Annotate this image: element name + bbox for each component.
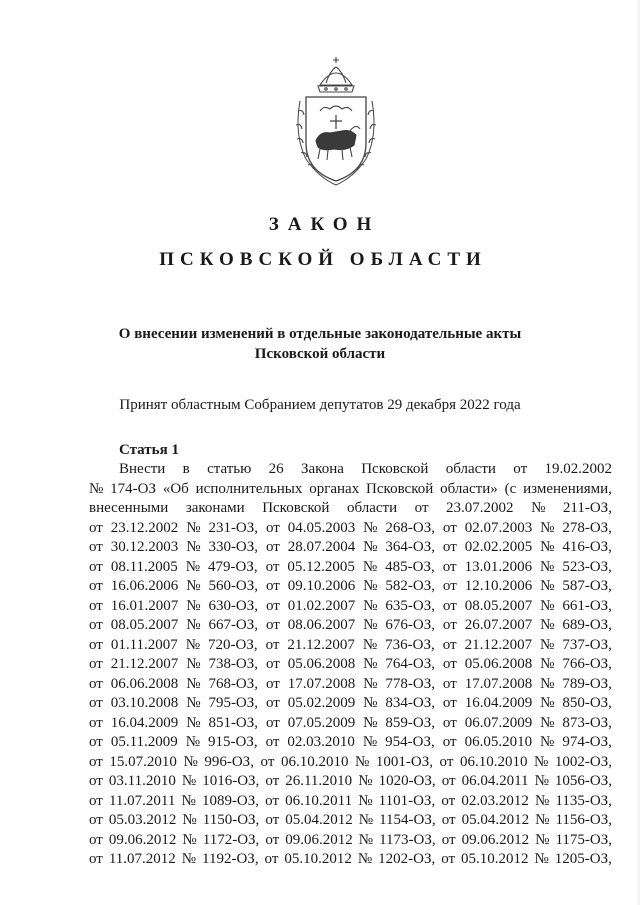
word: № <box>531 500 546 516</box>
word: № <box>363 539 378 555</box>
word: 630-ОЗ, <box>208 597 259 614</box>
word: № <box>363 578 378 594</box>
word: № <box>186 714 201 731</box>
word: № <box>181 792 196 809</box>
word: № <box>357 851 373 867</box>
text-line <box>89 733 612 753</box>
word: 26 <box>268 461 284 477</box>
word: от <box>89 695 103 711</box>
text-line <box>89 792 612 812</box>
word: 330-ОЗ, <box>208 539 259 555</box>
word: 16.01.2007 <box>110 597 179 614</box>
word: 1205-ОЗ, <box>554 851 612 867</box>
document-region: ПСКОВСКОЙ ОБЛАСТИ <box>159 249 487 270</box>
word: от <box>265 597 280 614</box>
word: 1056-ОЗ, <box>554 773 612 789</box>
word: от <box>265 539 280 555</box>
word: 08.11.2005 <box>110 558 178 575</box>
word: 485-ОЗ, <box>385 558 435 575</box>
word: 04.05.2003 <box>287 519 356 536</box>
word: от <box>89 578 103 594</box>
text-line <box>89 694 612 714</box>
word: 1101-ОЗ, <box>378 792 436 809</box>
word: 768-ОЗ, <box>208 675 259 692</box>
word: от <box>265 656 280 672</box>
word: № <box>358 773 373 789</box>
word: № <box>358 831 374 848</box>
word: 859-ОЗ, <box>385 714 435 731</box>
word: 1154-ОЗ, <box>379 812 436 828</box>
word: 738-ОЗ, <box>208 656 259 672</box>
word: от <box>265 578 280 594</box>
word: № <box>186 617 201 633</box>
word: 11.07.2012 <box>108 851 176 867</box>
word: от <box>442 578 457 594</box>
word: от <box>442 714 457 731</box>
word: № <box>355 753 370 770</box>
word: 778-ОЗ, <box>385 675 435 692</box>
word: от <box>89 773 103 789</box>
word: 21.12.2007 <box>287 636 355 653</box>
word: № <box>540 636 555 653</box>
word: Псковской <box>366 480 434 497</box>
word: 08.05.2007 <box>464 597 533 614</box>
word: № <box>186 519 201 536</box>
word: от <box>89 519 103 536</box>
word: от <box>442 558 457 575</box>
word: № <box>183 753 198 770</box>
word: № <box>540 597 555 614</box>
word: 21.12.2007 <box>464 636 533 653</box>
adoption-statement: Принят областным Собранием депутатов 29 декабря 2022 года <box>119 397 521 413</box>
word: от <box>89 851 103 867</box>
word: 667-ОЗ, <box>208 617 259 633</box>
word: № <box>540 539 555 555</box>
word: 16.04.2009 <box>110 714 179 731</box>
word: 12.10.2006 <box>464 578 533 594</box>
word: Закона <box>301 461 344 477</box>
word: от <box>441 851 456 867</box>
text-line <box>89 460 612 480</box>
word: от <box>442 695 457 711</box>
word: от <box>442 734 457 750</box>
word: № <box>363 617 378 633</box>
word: 851-ОЗ, <box>208 714 259 731</box>
word: 736-ОЗ, <box>385 636 435 653</box>
word: 1089-ОЗ, <box>201 792 260 809</box>
text-line <box>89 538 612 558</box>
word: от <box>442 539 457 555</box>
word: от <box>89 812 103 828</box>
word: 364-ОЗ, <box>385 539 435 555</box>
word: 16.04.2009 <box>464 695 533 711</box>
word: от <box>442 519 457 536</box>
word: 1192-ОЗ, <box>202 851 259 867</box>
text-line <box>89 616 612 636</box>
word: 689-ОЗ, <box>562 617 612 633</box>
word: 02.03.2012 <box>461 792 529 809</box>
word: от <box>265 714 280 731</box>
word: от <box>265 636 280 653</box>
word: от <box>89 792 103 809</box>
word: от <box>265 734 280 750</box>
word: 1172-ОЗ, <box>202 831 260 848</box>
word: от <box>442 597 457 614</box>
word: № <box>358 812 374 828</box>
word: в <box>182 461 190 477</box>
document-title: ЗАКОН <box>268 214 381 235</box>
word: 974-ОЗ, <box>562 734 612 750</box>
word: 08.06.2007 <box>287 617 356 633</box>
word: от <box>265 773 280 789</box>
word: от <box>89 617 103 633</box>
word: 13.01.2006 <box>464 558 533 575</box>
word: 01.02.2007 <box>287 597 356 614</box>
word: законами <box>185 500 245 516</box>
word: от <box>265 519 280 536</box>
word: 09.06.2012 <box>285 831 353 848</box>
word: 1175-ОЗ, <box>555 831 612 848</box>
word: 789-ОЗ, <box>562 675 612 692</box>
word: 05.12.2005 <box>287 558 355 575</box>
word: от <box>265 831 280 848</box>
word: 795-ОЗ, <box>208 695 259 711</box>
word: № <box>181 773 197 789</box>
word: (с <box>504 480 517 497</box>
word: от <box>441 831 456 848</box>
word: от <box>265 675 280 692</box>
word: 635-ОЗ, <box>385 597 435 614</box>
text-line <box>89 577 612 597</box>
text-line <box>89 480 612 500</box>
word: 05.10.2012 <box>461 851 529 867</box>
word: 17.07.2008 <box>287 675 356 692</box>
word: № <box>540 519 555 536</box>
word: Псковской <box>361 461 429 477</box>
word: от <box>441 792 456 809</box>
word: 1135-ОЗ, <box>555 792 612 809</box>
word: 05.11.2009 <box>110 734 178 750</box>
word: 26.11.2010 <box>285 773 353 789</box>
word: 479-ОЗ, <box>208 558 258 575</box>
word: 06.10.2010 <box>280 753 349 770</box>
word: 915-ОЗ, <box>208 734 258 750</box>
word: № <box>534 792 550 809</box>
word: 661-ОЗ, <box>562 597 612 614</box>
word: 523-ОЗ, <box>562 558 612 575</box>
text-line <box>89 772 612 792</box>
word: внесенными <box>89 500 169 516</box>
word: 17.07.2008 <box>464 675 533 692</box>
word: от <box>260 753 275 770</box>
word: 766-ОЗ, <box>562 656 612 672</box>
word: 1020-ОЗ, <box>378 773 436 789</box>
word: 278-ОЗ, <box>562 519 612 536</box>
word: 174-ОЗ <box>110 480 156 497</box>
word: от <box>89 831 103 848</box>
word: 15.07.2010 <box>109 753 177 770</box>
word: от <box>265 558 280 575</box>
word: № <box>540 695 555 711</box>
word: «Об <box>162 480 189 497</box>
word: от <box>513 461 528 477</box>
word: 02.07.2003 <box>464 519 533 536</box>
word: 06.06.2008 <box>110 675 179 692</box>
word: от <box>89 714 103 731</box>
word: от <box>265 695 280 711</box>
word: 737-ОЗ, <box>562 636 612 653</box>
word: № <box>186 597 201 614</box>
word: 06.05.2010 <box>464 734 533 750</box>
word: от <box>89 636 103 653</box>
word: 05.06.2008 <box>287 656 356 672</box>
word: от <box>89 734 103 750</box>
word: Псковской <box>262 500 330 516</box>
word: № <box>363 675 378 692</box>
word: исполнительных <box>195 480 303 497</box>
word: 676-ОЗ, <box>385 617 435 633</box>
word: 764-ОЗ, <box>385 656 435 672</box>
word: 1002-ОЗ, <box>554 753 612 770</box>
word: 268-ОЗ, <box>385 519 435 536</box>
word: статью <box>207 461 252 477</box>
word: № <box>540 675 555 692</box>
word: № <box>540 714 555 731</box>
word: от <box>442 617 457 633</box>
word: № <box>363 695 378 711</box>
word: 23.07.2002 <box>446 500 514 516</box>
word: 1173-ОЗ, <box>379 831 436 848</box>
word: 954-ОЗ, <box>385 734 435 750</box>
word: 996-ОЗ, <box>204 753 254 770</box>
word: № <box>185 734 201 750</box>
word: 560-ОЗ, <box>208 578 259 594</box>
law-subject <box>0 324 640 364</box>
word: № <box>540 578 555 594</box>
word: № <box>534 753 549 770</box>
scan-edge <box>636 0 640 905</box>
word: области <box>346 500 398 516</box>
text-line <box>89 714 612 734</box>
word: 09.10.2006 <box>287 578 356 594</box>
word: 16.06.2006 <box>110 578 179 594</box>
word: от <box>442 636 457 653</box>
word: 09.06.2012 <box>461 831 530 848</box>
word: от <box>265 617 280 633</box>
text-line <box>89 597 612 617</box>
word: 06.10.2010 <box>459 753 528 770</box>
word: № <box>535 831 550 848</box>
word: 06.04.2011 <box>461 773 529 789</box>
word: № <box>362 734 378 750</box>
word: № <box>185 636 201 653</box>
word: 30.12.2003 <box>110 539 179 555</box>
word: 11.07.2011 <box>108 792 176 809</box>
word: 873-ОЗ, <box>562 714 612 731</box>
word: 834-ОЗ, <box>385 695 435 711</box>
word: 08.05.2007 <box>110 617 179 633</box>
word: от <box>89 558 103 575</box>
word: 05.04.2012 <box>285 812 353 828</box>
word: № <box>182 831 197 848</box>
word: от <box>265 812 280 828</box>
word: 582-ОЗ, <box>385 578 435 594</box>
word: № <box>534 773 549 789</box>
word: 850-ОЗ, <box>562 695 612 711</box>
word: изменениями, <box>523 480 612 497</box>
word: № <box>535 812 550 828</box>
word: органах <box>309 480 360 497</box>
word: 23.12.2002 <box>110 519 179 536</box>
text-line <box>89 499 612 519</box>
word: 1202-ОЗ, <box>378 851 436 867</box>
word: № <box>186 695 201 711</box>
word: 05.10.2012 <box>284 851 352 867</box>
word: № <box>186 675 201 692</box>
word: от <box>441 812 456 828</box>
word: от <box>441 773 456 789</box>
text-line <box>89 558 612 578</box>
word: № <box>186 578 201 594</box>
subject-line-1: О внесении изменений в отдельные законодательные акты <box>118 326 522 342</box>
word: 06.10.2011 <box>285 792 353 809</box>
word: 19.02.2002 <box>544 461 612 477</box>
word: 1150-ОЗ, <box>202 812 260 828</box>
word: 03.10.2008 <box>110 695 179 711</box>
word: № <box>540 656 555 672</box>
word: № <box>363 714 378 731</box>
word: № <box>181 851 197 867</box>
text-line <box>89 519 612 539</box>
word: 587-ОЗ, <box>562 578 612 594</box>
word: 06.07.2009 <box>464 714 533 731</box>
word: № <box>89 480 104 497</box>
word: 03.11.2010 <box>108 773 176 789</box>
word: № <box>363 519 378 536</box>
word: 05.06.2008 <box>464 656 533 672</box>
text-line <box>89 811 612 831</box>
text-line <box>89 655 612 675</box>
word: 05.02.2009 <box>287 695 356 711</box>
word: 02.02.2005 <box>464 539 533 555</box>
word: 05.04.2012 <box>461 812 530 828</box>
text-line <box>89 850 612 870</box>
word: 416-ОЗ, <box>562 539 612 555</box>
word: от <box>442 675 457 692</box>
word: 21.12.2007 <box>110 656 179 672</box>
word: 26.07.2007 <box>464 617 533 633</box>
text-line <box>89 675 612 695</box>
word: 05.03.2012 <box>108 812 177 828</box>
word: № <box>186 539 201 555</box>
word: области <box>445 461 496 477</box>
word: 720-ОЗ, <box>208 636 258 653</box>
word: от <box>439 753 454 770</box>
word: 09.06.2012 <box>108 831 177 848</box>
word: 1001-ОЗ, <box>375 753 433 770</box>
coat-of-arms-icon <box>290 55 382 187</box>
word: 231-ОЗ, <box>208 519 259 536</box>
word: № <box>362 636 378 653</box>
word: от <box>265 792 280 809</box>
subject-line-2: Псковской области <box>254 346 386 362</box>
word: 1156-ОЗ, <box>555 812 612 828</box>
word: от <box>89 539 103 555</box>
word: от <box>89 675 103 692</box>
word: № <box>182 812 197 828</box>
word: от <box>89 753 103 770</box>
word: 07.05.2009 <box>287 714 356 731</box>
word: от <box>264 851 279 867</box>
word: 211-ОЗ, <box>562 500 612 516</box>
word: № <box>540 617 555 633</box>
word: № <box>358 792 373 809</box>
word: 01.11.2007 <box>110 636 178 653</box>
word: № <box>362 558 378 575</box>
text-line <box>89 636 612 656</box>
text-line <box>89 831 612 851</box>
word: от <box>89 597 103 614</box>
word: области» <box>440 480 498 497</box>
word: 1016-ОЗ, <box>202 773 260 789</box>
word: № <box>363 656 378 672</box>
word: № <box>534 851 549 867</box>
word: № <box>540 734 555 750</box>
word: № <box>186 656 201 672</box>
article-body <box>89 460 612 870</box>
word: от <box>442 656 457 672</box>
word: от <box>89 656 103 672</box>
word: № <box>363 597 378 614</box>
word: Внести <box>119 461 166 477</box>
article-heading: Статья 1 <box>119 442 179 458</box>
word: от <box>414 500 429 516</box>
word: № <box>540 558 555 575</box>
word: № <box>185 558 201 575</box>
word: 02.03.2010 <box>287 734 355 750</box>
word: 28.07.2004 <box>287 539 356 555</box>
text-line <box>89 753 612 773</box>
